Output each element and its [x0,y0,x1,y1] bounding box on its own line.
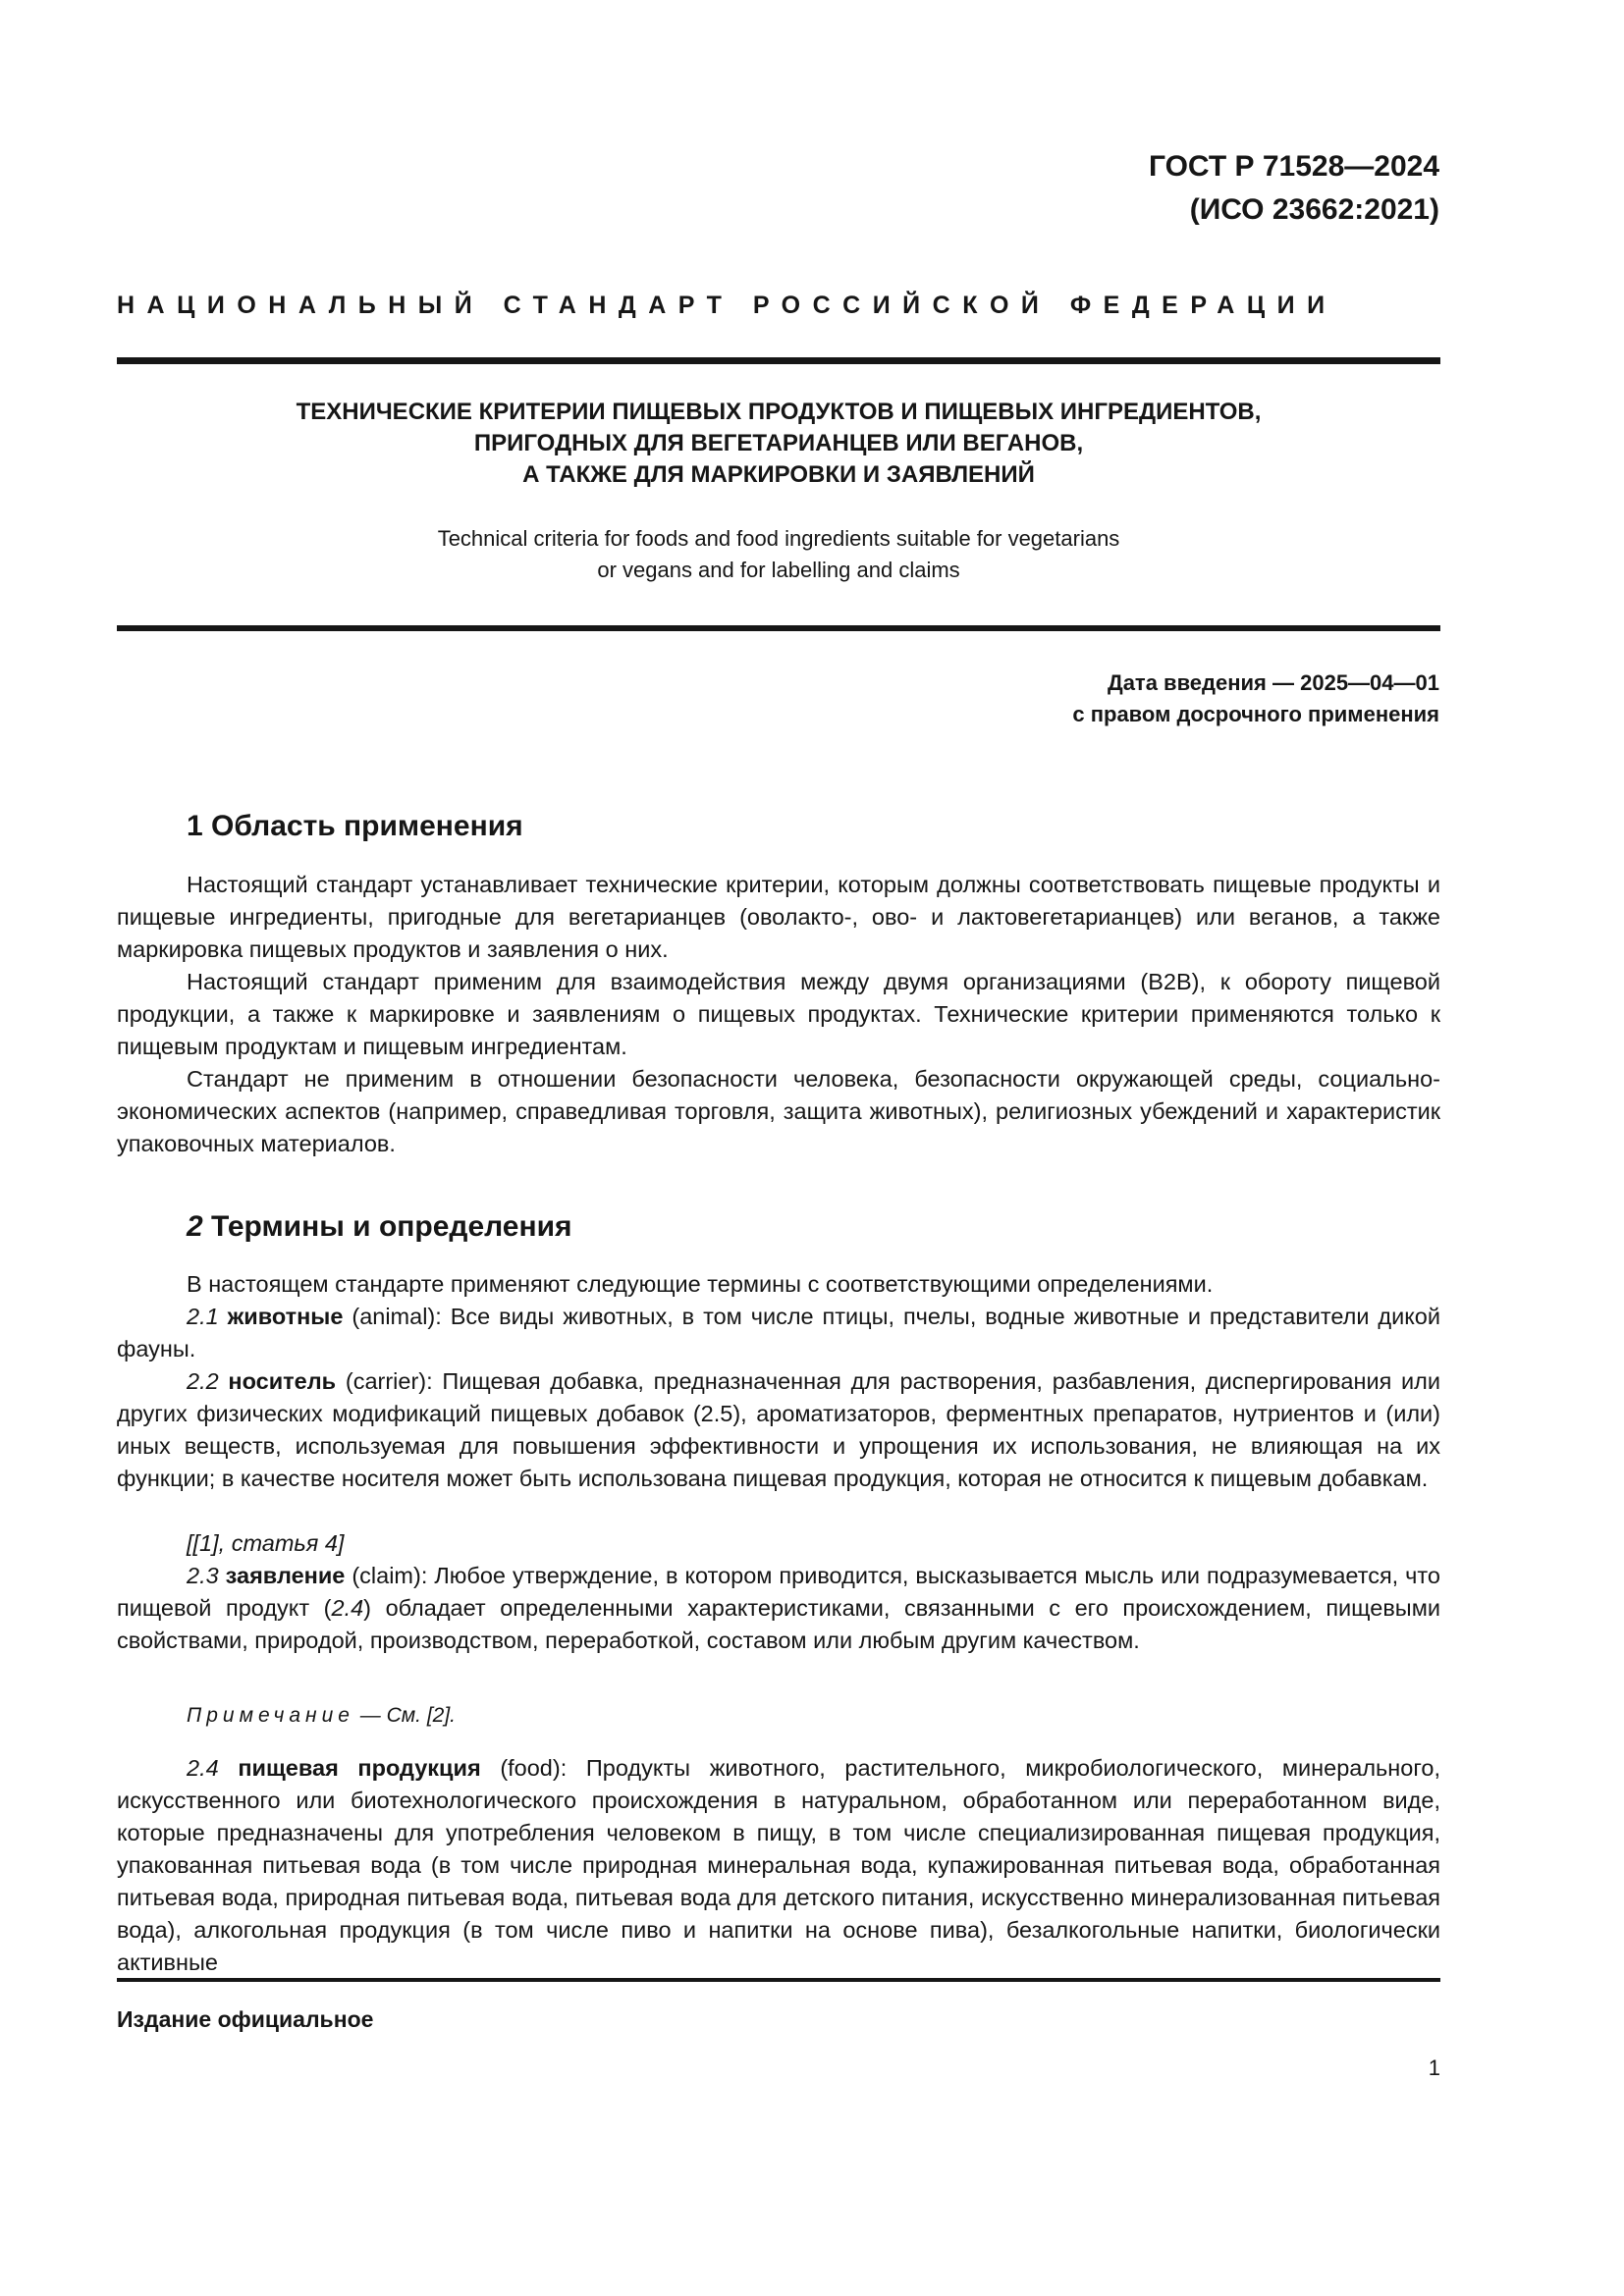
term-2-2-number: 2.2 [187,1368,219,1394]
title-ru-line-1: ТЕХНИЧЕСКИЕ КРИТЕРИИ ПИЩЕВЫХ ПРОДУКТОВ И ПИЩЕВЫХ ИНГРЕДИЕНТОВ, [296,399,1262,425]
term-2-3 [117,1560,1440,1657]
official-edition: Издание официальное [117,2006,374,2032]
term-2-2-text: (carrier): Пищевая добавка, предназначенная для растворения, разбавления, диспергирования или других физических модификаций пищевых добавок (2.5), ароматизаторов, ферментных препаратов, нутриентов и (или) иных веществ, используемая для повышения эффективности и упрощения их использования, не влияющая на их функции; в качестве носителя может быть использована пищевая продукция, которая не относится к пищевым добавкам. [117,1368,1441,1491]
title-en-line-2: or vegans and for labelling and claims [597,558,960,582]
footer-rule [117,1978,1440,1982]
section-1-paragraph-2: Настоящий стандарт применим для взаимодействия между двумя организациями (B2B), к обороту пищевой продукции, а также к маркировке и заявлениям о пищевых продуктах. Технические критерии применяются только к пищевым продуктам и пищевым ингредиентам. [117,969,1440,1059]
section-1-paragraph-1: Настоящий стандарт устанавливает технические критерии, которым должны соответствовать пищевые продукты и пищевые ингредиенты, пригодные для вегетарианцев (оволакто-, ово- и лактовегетарианцев) или веганов, а также маркировка пищевых продуктов и заявления о них. [117,872,1440,962]
term-2-3-number: 2.3 [187,1563,219,1588]
title-russian [117,397,1440,491]
term-2-3-note [187,1701,456,1731]
section-2-title-text: Термины и определения [211,1210,572,1243]
term-2-4-text: (food): Продукты животного, растительного, микробиологического, минерального, искусственного или биотехнологического происхождения в натуральном, обработанном или переработанном виде, которые предназначены для употребления человеком в пищу, в том числе специализированная пищевая продукция, упакованная питьевая вода (в том числе природная минеральная вода, купажированная питьевая вода, обработанная питьевая вода, природная питьевая вода, питьевая вода для детского питания, искусственно минерализованная питьевая вода), алкогольная продукция (в том числе пиво и напитки на основе пива), безалкогольные напитки, биологически активные [117,1755,1440,1975]
dates-block [1072,667,1439,730]
section-2-title [187,1207,572,1247]
intro-date: Дата введения — 2025—04—01 [1108,670,1439,695]
note-label: Примечание [187,1704,354,1727]
note-text: — См. [2]. [353,1704,457,1727]
term-2-3-text-a: (claim): Любое утверждение, в котором приводится, высказывается мысль или подразумевается, что пищевой продукт ( [117,1563,1440,1621]
term-2-2-source-text: [[1], статья 4] [187,1530,345,1556]
term-2-1-term: животные [227,1304,344,1329]
title-ru-line-2: ПРИГОДНЫХ ДЛЯ ВЕГЕТАРИАНЦЕВ ИЛИ ВЕГАНОВ, [473,430,1084,456]
iso-reference: (ИСО 23662:2021) [1189,193,1439,226]
term-2-1-number: 2.1 [187,1304,219,1329]
title-en-line-1: Technical criteria for foods and food ingredients suitable for vegetarians [437,526,1120,551]
page-number: 1 [1428,2056,1440,2080]
term-2-3-ref: 2.4 [331,1595,364,1621]
section-2-number: 2 [187,1210,203,1243]
term-2-2-term: носитель [228,1368,337,1394]
section-1-paragraph-3: Стандарт не применим в отношении безопасности человека, безопасности окружающей среды, социально-экономических аспектов (например, справедливая торговля, защита животных), религиозных убеждений и характеристик упаковочных материалов. [117,1066,1440,1156]
term-2-1-text: (animal): Все виды животных, в том числе птицы, пчелы, водные животные и представители дикой фауны. [117,1304,1440,1362]
title-english [117,523,1440,586]
term-2-3-text-b: ) обладает определенными характеристиками, связанными с его происхождением, пищевыми свойствами, природой, производством, переработкой, составом или любым другим качеством. [117,1595,1440,1653]
term-2-1 [117,1301,1440,1365]
document-number-block [1149,145,1439,232]
early-application: с правом досрочного применения [1072,702,1439,726]
national-standard-heading: НАЦИОНАЛЬНЫЙ СТАНДАРТ РОССИЙСКОЙ ФЕДЕРАЦИИ [117,292,1337,319]
title-ru-line-3: А ТАКЖЕ ДЛЯ МАРКИРОВКИ И ЗАЯВЛЕНИЙ [522,461,1035,488]
doc-number: ГОСТ Р 71528—2024 [1148,150,1439,183]
term-2-4-number: 2.4 [187,1755,219,1781]
term-2-2 [117,1365,1440,1495]
title-rule [117,625,1440,631]
term-2-2-source [117,1527,1440,1560]
section-1-title: 1 Область применения [187,810,523,842]
section-2-intro: В настоящем стандарте применяют следующие термины с соответствующими определениями. [187,1271,1214,1297]
term-2-4-term: пищевая продукция [238,1755,481,1781]
term-2-4 [117,1752,1440,1979]
term-2-3-term: заявление [225,1563,346,1588]
top-rule [117,357,1440,364]
